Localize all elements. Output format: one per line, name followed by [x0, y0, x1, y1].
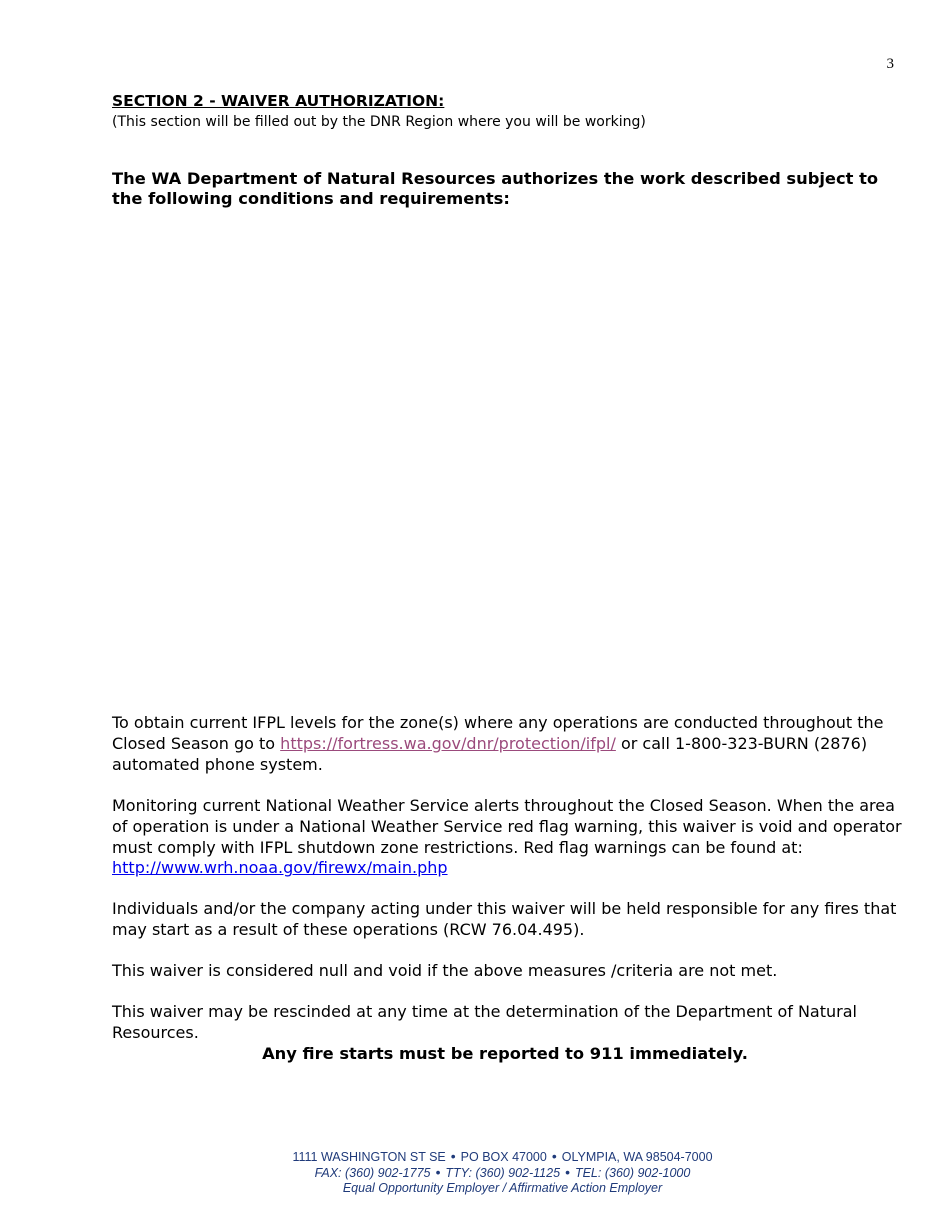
bullet-separator: •	[565, 1164, 570, 1180]
fire-notice: Any fire starts must be reported to 911 immediately.	[262, 1044, 748, 1063]
ifpl-link[interactable]: https://fortress.wa.gov/dnr/protection/ifpl/	[280, 733, 616, 753]
footer-street: 1111 WASHINGTON ST SE	[292, 1150, 446, 1164]
bullet-separator: •	[551, 1148, 557, 1164]
footer-address-line	[0, 1149, 950, 1165]
footer-city: OLYMPIA, WA 98504-7000	[561, 1150, 713, 1164]
footer-tel: TEL: (360) 902-1000	[574, 1166, 691, 1180]
null-void-paragraph: This waiver is considered null and void if the above measures /criteria are not met.	[112, 961, 778, 980]
responsibility-paragraph: Individuals and/or the company acting under this waiver will be held responsible for any fires that may start as a result of these operations (RCW 76.04.495).	[112, 899, 897, 939]
authorization-statement: The WA Department of Natural Resources authorizes the work described subject to the following conditions and requirements:	[112, 169, 879, 208]
footer-eeo: Equal Opportunity Employer / Affirmative Action Employer	[342, 1181, 663, 1195]
ifpl-text-after: or call 1-800-323-BURN (2876) automated phone system.	[112, 733, 868, 774]
footer-fax: FAX: (360) 902-1775	[314, 1166, 431, 1180]
ifpl-paragraph	[112, 713, 912, 775]
section-heading: SECTION 2 - WAIVER AUTHORIZATION:	[112, 92, 445, 110]
weather-text: Monitoring current National Weather Service alerts throughout the Closed Season. When the area of operation is under a National Weather Service red flag warning, this waiver is void and operator must comply with IFPL shutdown zone restrictions. Red flag warnings can be found at:	[112, 796, 902, 857]
footer-po-box: PO BOX 47000	[460, 1150, 547, 1164]
section-note: (This section will be filled out by the DNR Region where you will be working)	[112, 114, 646, 130]
footer-phone-line	[0, 1165, 950, 1181]
red-flag-link[interactable]: http://www.wrh.noaa.gov/firewx/main.php	[112, 858, 448, 878]
ifpl-text-before: To obtain current IFPL levels for the zone(s) where any operations are conducted throughout the Closed Season go to	[112, 713, 884, 753]
page-number: 3	[886, 56, 894, 72]
footer-tty: TTY: (360) 902-1125	[445, 1166, 561, 1180]
weather-paragraph	[112, 796, 912, 879]
bullet-separator: •	[450, 1148, 456, 1164]
rescind-paragraph: This waiver may be rescinded at any time at the determination of the Department of Natural Resources.	[112, 1002, 857, 1042]
bullet-separator: •	[435, 1164, 441, 1180]
footer	[0, 1149, 950, 1196]
